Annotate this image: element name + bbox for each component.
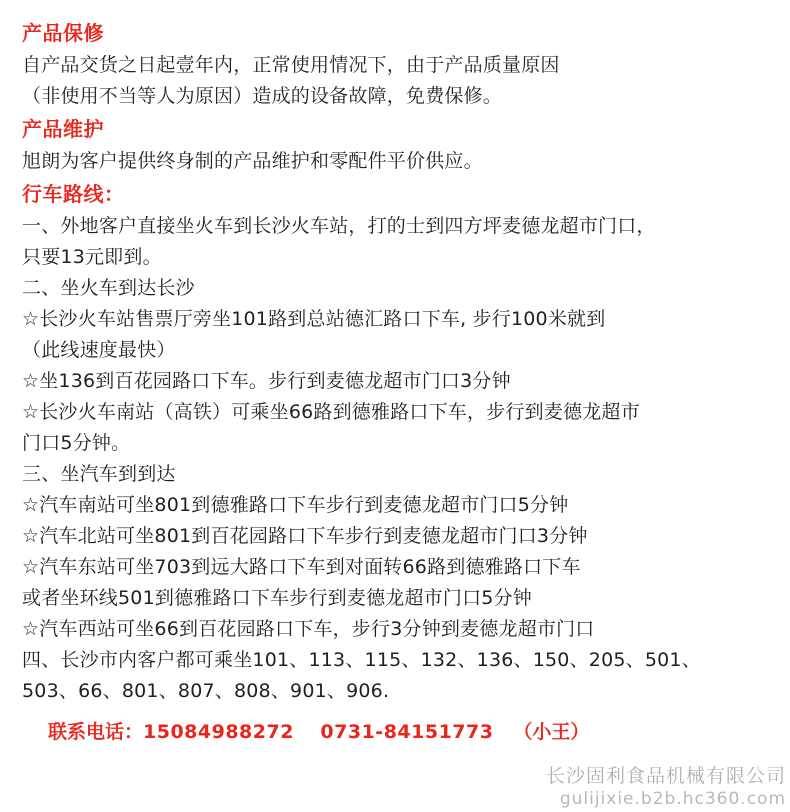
- route-line-14: ☆汽车西站可坐66到百花园路口下车，步行3分钟到麦德龙超市门口: [22, 618, 595, 640]
- route-line-13: 或者坐环线501到德雅路口下车步行到麦德龙超市门口5分钟: [22, 587, 532, 609]
- section-maintenance: [22, 114, 772, 177]
- section-heading-warranty: 产品保修: [22, 21, 104, 45]
- contact-person: （小王）: [513, 721, 590, 743]
- warranty-line-2: （非使用不当等人为原因）造成的设备故障，免费保修。: [22, 85, 503, 107]
- contact-spacer-2: [493, 721, 513, 743]
- route-line-2: 只要13元即到。: [22, 246, 162, 268]
- contact-line: [22, 717, 772, 747]
- route-line-4: ☆长沙火车站售票厅旁坐101路到总站德汇路口下车, 步行100米就到: [22, 308, 606, 330]
- contact-spacer: [294, 721, 320, 743]
- section-heading-driving-route: 行车路线：: [22, 182, 125, 206]
- route-line-5: （此线速度最快）: [22, 339, 176, 361]
- contact-phone-mobile[interactable]: 15084988272: [143, 721, 294, 743]
- contact-phone-landline[interactable]: 0731-84151773: [320, 721, 494, 743]
- watermark-url: gulijixie.b2b.hc360.com: [559, 789, 786, 809]
- section-driving-route: [22, 179, 772, 707]
- route-line-16: 503、66、801、807、808、901、906.: [22, 680, 390, 702]
- section-heading-maintenance: 产品维护: [22, 117, 104, 141]
- route-line-7: ☆长沙火车南站（高铁）可乘坐66路到德雅路口下车，步行到麦德龙超市: [22, 401, 640, 423]
- route-line-1: 一、外地客户直接坐火车到长沙火车站，打的士到四方坪麦德龙超市门口，: [22, 215, 656, 237]
- route-line-6: ☆坐136到百花园路口下车。步行到麦德龙超市门口3分钟: [22, 370, 511, 392]
- watermark-company: 长沙固利食品机械有限公司: [545, 765, 786, 787]
- route-line-10: ☆汽车南站可坐801到德雅路口下车步行到麦德龙超市门口5分钟: [22, 494, 569, 516]
- watermark: [456, 764, 786, 810]
- route-line-8: 门口5分钟。: [22, 432, 131, 454]
- route-line-15: 四、长沙市内客户都可乘坐101、113、115、132、136、150、205、501、: [22, 649, 701, 671]
- contact-label: 联系电话：: [48, 721, 144, 743]
- route-line-11: ☆汽车北站可坐801到百花园路口下车步行到麦德龙超市门口3分钟: [22, 525, 588, 547]
- route-line-9: 三、坐汽车到到达: [22, 463, 176, 485]
- maintenance-line-1: 旭朗为客户提供终身制的产品维护和零配件平价供应。: [22, 150, 483, 172]
- route-line-12: ☆汽车东站可坐703到远大路口下车到对面转66路到德雅路口下车: [22, 556, 581, 578]
- warranty-line-1: 自产品交货之日起壹年内，正常使用情况下，由于产品质量原因: [22, 54, 560, 76]
- section-warranty: [22, 18, 772, 112]
- route-line-3: 二、坐火车到达长沙: [22, 277, 195, 299]
